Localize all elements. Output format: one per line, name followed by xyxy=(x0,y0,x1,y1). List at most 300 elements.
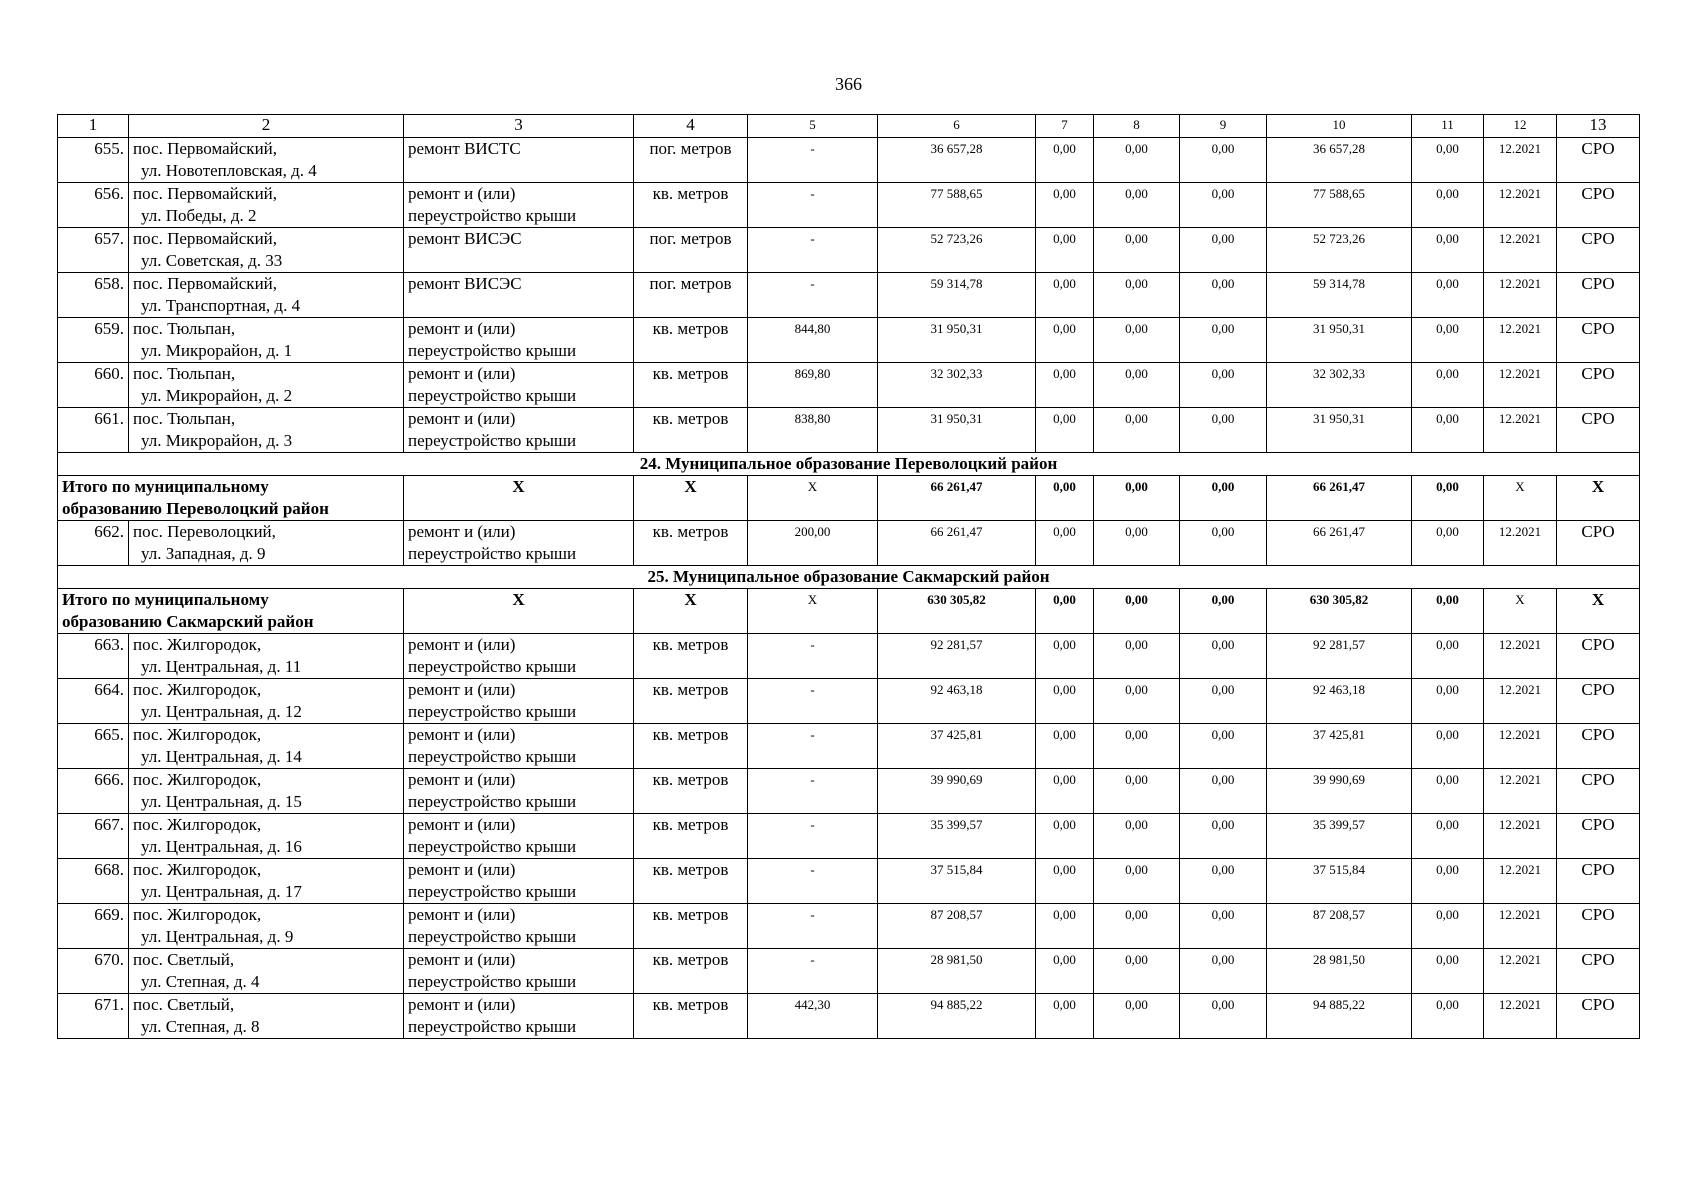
cell-line: пос. Жилгородок, xyxy=(133,860,262,879)
fund-cell: 0,00 xyxy=(1412,363,1484,408)
address-cell xyxy=(129,859,404,904)
cell-line: пос. Тюльпан, xyxy=(133,364,236,383)
work-type-cell xyxy=(404,769,634,814)
row-number: 670. xyxy=(58,949,129,994)
total-cell: X xyxy=(404,476,634,521)
column-header: 6 xyxy=(878,115,1036,138)
fund-cell: 0,00 xyxy=(1180,138,1267,183)
fund-cell: 0,00 xyxy=(1036,994,1094,1039)
area-cell: - xyxy=(748,904,878,949)
owners-funds-cell: 31 950,31 xyxy=(1267,408,1412,453)
cell-line: пос. Первомайский, xyxy=(133,274,278,293)
fund-cell: 0,00 xyxy=(1036,904,1094,949)
area-cell: 442,30 xyxy=(748,994,878,1039)
cell-line: ул. Степная, д. 4 xyxy=(141,972,260,991)
total-cell: 630 305,82 xyxy=(1267,589,1412,634)
cell-line: переустройство крыши xyxy=(408,882,577,901)
table-row xyxy=(58,634,1640,679)
cell-line: ул. Центральная, д. 15 xyxy=(141,792,302,811)
unit-cell: кв. метров xyxy=(634,814,748,859)
address-cell xyxy=(129,724,404,769)
cost-total-cell: 36 657,28 xyxy=(878,138,1036,183)
column-header: 4 xyxy=(634,115,748,138)
cell-line: переустройство крыши xyxy=(408,206,577,225)
cell-line: переустройство крыши xyxy=(408,792,577,811)
table-row xyxy=(58,949,1640,994)
fund-cell: 0,00 xyxy=(1036,363,1094,408)
address-cell xyxy=(129,949,404,994)
owners-funds-cell: 32 302,33 xyxy=(1267,363,1412,408)
fund-cell: 0,00 xyxy=(1412,814,1484,859)
work-type-cell xyxy=(404,408,634,453)
cell-line: образованию Сакмарский район xyxy=(62,612,314,631)
method-cell: СРО xyxy=(1557,769,1640,814)
fund-cell: 0,00 xyxy=(1094,138,1180,183)
address-cell xyxy=(129,183,404,228)
cell-line: пос. Жилгородок, xyxy=(133,770,262,789)
fund-cell: 0,00 xyxy=(1412,724,1484,769)
area-cell: - xyxy=(748,769,878,814)
column-header: 11 xyxy=(1412,115,1484,138)
area-cell: - xyxy=(748,949,878,994)
work-type-cell xyxy=(404,859,634,904)
cell-line: ул. Новотепловская, д. 4 xyxy=(141,161,317,180)
cell-line: пос. Тюльпан, xyxy=(133,319,236,338)
cell-line: пос. Жилгородок, xyxy=(133,725,262,744)
method-cell: СРО xyxy=(1557,183,1640,228)
table-row xyxy=(58,724,1640,769)
column-number-header-row xyxy=(58,115,1640,138)
table-row xyxy=(58,904,1640,949)
owners-funds-cell: 59 314,78 xyxy=(1267,273,1412,318)
row-number: 671. xyxy=(58,994,129,1039)
owners-funds-cell: 87 208,57 xyxy=(1267,904,1412,949)
cell-line: ремонт и (или) xyxy=(408,409,516,428)
fund-cell: 0,00 xyxy=(1412,949,1484,994)
method-cell: СРО xyxy=(1557,634,1640,679)
total-cell: 0,00 xyxy=(1180,476,1267,521)
deadline-cell: 12.2021 xyxy=(1484,521,1557,566)
fund-cell: 0,00 xyxy=(1180,904,1267,949)
fund-cell: 0,00 xyxy=(1094,724,1180,769)
cell-line: ул. Центральная, д. 16 xyxy=(141,837,302,856)
cell-line: ул. Микрорайон, д. 1 xyxy=(141,341,293,360)
cell-line: ремонт и (или) xyxy=(408,319,516,338)
column-header: 2 xyxy=(129,115,404,138)
fund-cell: 0,00 xyxy=(1412,904,1484,949)
total-cell: X xyxy=(1484,589,1557,634)
section-title: 24. Муниципальное образование Переволоцкий район xyxy=(58,453,1640,476)
cost-total-cell: 94 885,22 xyxy=(878,994,1036,1039)
cell-line: ул. Западная, д. 9 xyxy=(141,544,266,563)
cell-line: ремонт и (или) xyxy=(408,680,516,699)
deadline-cell: 12.2021 xyxy=(1484,904,1557,949)
fund-cell: 0,00 xyxy=(1094,408,1180,453)
cell-line: ул. Микрорайон, д. 2 xyxy=(141,386,293,405)
area-cell: 838,80 xyxy=(748,408,878,453)
work-type-cell xyxy=(404,904,634,949)
fund-cell: 0,00 xyxy=(1180,859,1267,904)
fund-cell: 0,00 xyxy=(1036,521,1094,566)
section-heading-row xyxy=(58,453,1640,476)
total-label xyxy=(58,589,404,634)
area-cell: - xyxy=(748,724,878,769)
cell-line: ремонт и (или) xyxy=(408,860,516,879)
fund-cell: 0,00 xyxy=(1180,521,1267,566)
fund-cell: 0,00 xyxy=(1180,228,1267,273)
fund-cell: 0,00 xyxy=(1180,949,1267,994)
total-cell: X xyxy=(404,589,634,634)
fund-cell: 0,00 xyxy=(1094,904,1180,949)
table-row xyxy=(58,228,1640,273)
cost-total-cell: 77 588,65 xyxy=(878,183,1036,228)
fund-cell: 0,00 xyxy=(1094,228,1180,273)
total-label xyxy=(58,476,404,521)
fund-cell: 0,00 xyxy=(1094,318,1180,363)
cell-line: ремонт и (или) xyxy=(408,725,516,744)
section-title: 25. Муниципальное образование Сакмарский район xyxy=(58,566,1640,589)
work-type-cell xyxy=(404,318,634,363)
work-type-cell xyxy=(404,138,634,183)
fund-cell: 0,00 xyxy=(1180,994,1267,1039)
total-cell: 0,00 xyxy=(1036,476,1094,521)
area-cell: 200,00 xyxy=(748,521,878,566)
cell-line: переустройство крыши xyxy=(408,657,577,676)
cell-line: переустройство крыши xyxy=(408,544,577,563)
address-cell xyxy=(129,769,404,814)
owners-funds-cell: 77 588,65 xyxy=(1267,183,1412,228)
row-number: 661. xyxy=(58,408,129,453)
table-row xyxy=(58,318,1640,363)
address-cell xyxy=(129,318,404,363)
method-cell: СРО xyxy=(1557,521,1640,566)
area-cell: - xyxy=(748,634,878,679)
table-row xyxy=(58,679,1640,724)
fund-cell: 0,00 xyxy=(1412,228,1484,273)
owners-funds-cell: 36 657,28 xyxy=(1267,138,1412,183)
owners-funds-cell: 35 399,57 xyxy=(1267,814,1412,859)
total-cell: 0,00 xyxy=(1036,589,1094,634)
cell-line: пос. Светлый, xyxy=(133,950,235,969)
row-number: 662. xyxy=(58,521,129,566)
table-row xyxy=(58,273,1640,318)
column-header: 8 xyxy=(1094,115,1180,138)
total-cell: X xyxy=(634,589,748,634)
cell-line: ремонт и (или) xyxy=(408,184,516,203)
deadline-cell: 12.2021 xyxy=(1484,408,1557,453)
cost-total-cell: 66 261,47 xyxy=(878,521,1036,566)
row-number: 657. xyxy=(58,228,129,273)
cell-line: ул. Микрорайон, д. 3 xyxy=(141,431,293,450)
fund-cell: 0,00 xyxy=(1094,679,1180,724)
table-row xyxy=(58,769,1640,814)
method-cell: СРО xyxy=(1557,949,1640,994)
cost-total-cell: 92 281,57 xyxy=(878,634,1036,679)
unit-cell: кв. метров xyxy=(634,679,748,724)
fund-cell: 0,00 xyxy=(1180,724,1267,769)
fund-cell: 0,00 xyxy=(1036,859,1094,904)
cell-line: ремонт ВИСЭС xyxy=(408,274,522,293)
row-number: 666. xyxy=(58,769,129,814)
address-cell xyxy=(129,679,404,724)
fund-cell: 0,00 xyxy=(1412,634,1484,679)
row-number: 658. xyxy=(58,273,129,318)
unit-cell: кв. метров xyxy=(634,634,748,679)
cell-line: пос. Светлый, xyxy=(133,995,235,1014)
method-cell: СРО xyxy=(1557,138,1640,183)
fund-cell: 0,00 xyxy=(1036,138,1094,183)
row-number: 660. xyxy=(58,363,129,408)
fund-cell: 0,00 xyxy=(1036,318,1094,363)
total-cell: 0,00 xyxy=(1412,476,1484,521)
fund-cell: 0,00 xyxy=(1180,363,1267,408)
work-type-cell xyxy=(404,949,634,994)
fund-cell: 0,00 xyxy=(1412,994,1484,1039)
owners-funds-cell: 28 981,50 xyxy=(1267,949,1412,994)
method-cell: СРО xyxy=(1557,408,1640,453)
cell-line: переустройство крыши xyxy=(408,837,577,856)
method-cell: СРО xyxy=(1557,679,1640,724)
work-type-cell xyxy=(404,814,634,859)
fund-cell: 0,00 xyxy=(1036,814,1094,859)
owners-funds-cell: 52 723,26 xyxy=(1267,228,1412,273)
address-cell xyxy=(129,994,404,1039)
cell-line: ул. Центральная, д. 17 xyxy=(141,882,302,901)
cost-total-cell: 31 950,31 xyxy=(878,318,1036,363)
column-header: 5 xyxy=(748,115,878,138)
unit-cell: пог. метров xyxy=(634,273,748,318)
address-cell xyxy=(129,363,404,408)
area-cell: 869,80 xyxy=(748,363,878,408)
fund-cell: 0,00 xyxy=(1180,634,1267,679)
row-number: 656. xyxy=(58,183,129,228)
deadline-cell: 12.2021 xyxy=(1484,814,1557,859)
total-row xyxy=(58,476,1640,521)
owners-funds-cell: 37 515,84 xyxy=(1267,859,1412,904)
cell-line: ремонт и (или) xyxy=(408,522,516,541)
deadline-cell: 12.2021 xyxy=(1484,363,1557,408)
cost-total-cell: 28 981,50 xyxy=(878,949,1036,994)
method-cell: СРО xyxy=(1557,363,1640,408)
method-cell: СРО xyxy=(1557,814,1640,859)
cost-total-cell: 37 515,84 xyxy=(878,859,1036,904)
deadline-cell: 12.2021 xyxy=(1484,679,1557,724)
row-number: 663. xyxy=(58,634,129,679)
fund-cell: 0,00 xyxy=(1180,814,1267,859)
fund-cell: 0,00 xyxy=(1094,769,1180,814)
table-row xyxy=(58,521,1640,566)
cell-line: пос. Жилгородок, xyxy=(133,905,262,924)
unit-cell: пог. метров xyxy=(634,228,748,273)
cell-line: ремонт и (или) xyxy=(408,770,516,789)
area-cell: - xyxy=(748,814,878,859)
fund-cell: 0,00 xyxy=(1094,949,1180,994)
cost-total-cell: 52 723,26 xyxy=(878,228,1036,273)
fund-cell: 0,00 xyxy=(1094,634,1180,679)
cell-line: ул. Центральная, д. 14 xyxy=(141,747,302,766)
fund-cell: 0,00 xyxy=(1094,814,1180,859)
owners-funds-cell: 66 261,47 xyxy=(1267,521,1412,566)
unit-cell: кв. метров xyxy=(634,949,748,994)
unit-cell: кв. метров xyxy=(634,183,748,228)
cell-line: переустройство крыши xyxy=(408,702,577,721)
total-cell: 0,00 xyxy=(1412,589,1484,634)
cost-total-cell: 31 950,31 xyxy=(878,408,1036,453)
cell-line: пос. Переволоцкий, xyxy=(133,522,276,541)
fund-cell: 0,00 xyxy=(1412,859,1484,904)
cell-line: переустройство крыши xyxy=(408,386,577,405)
method-cell: СРО xyxy=(1557,859,1640,904)
owners-funds-cell: 37 425,81 xyxy=(1267,724,1412,769)
fund-cell: 0,00 xyxy=(1094,994,1180,1039)
method-cell: СРО xyxy=(1557,228,1640,273)
fund-cell: 0,00 xyxy=(1180,183,1267,228)
address-cell xyxy=(129,521,404,566)
work-type-cell xyxy=(404,273,634,318)
deadline-cell: 12.2021 xyxy=(1484,273,1557,318)
total-cell: 0,00 xyxy=(1094,476,1180,521)
area-cell: - xyxy=(748,679,878,724)
fund-cell: 0,00 xyxy=(1180,679,1267,724)
address-cell xyxy=(129,273,404,318)
cell-line: Итого по муниципальному xyxy=(62,590,269,609)
cell-line: переустройство крыши xyxy=(408,747,577,766)
address-cell xyxy=(129,634,404,679)
fund-cell: 0,00 xyxy=(1036,183,1094,228)
fund-cell: 0,00 xyxy=(1036,273,1094,318)
column-header: 12 xyxy=(1484,115,1557,138)
fund-cell: 0,00 xyxy=(1412,318,1484,363)
fund-cell: 0,00 xyxy=(1036,408,1094,453)
program-table xyxy=(57,114,1640,1039)
owners-funds-cell: 39 990,69 xyxy=(1267,769,1412,814)
address-cell xyxy=(129,138,404,183)
cell-line: пос. Жилгородок, xyxy=(133,680,262,699)
address-cell xyxy=(129,904,404,949)
work-type-cell xyxy=(404,183,634,228)
unit-cell: кв. метров xyxy=(634,318,748,363)
fund-cell: 0,00 xyxy=(1094,183,1180,228)
cell-line: ремонт и (или) xyxy=(408,815,516,834)
table-row xyxy=(58,814,1640,859)
cost-total-cell: 39 990,69 xyxy=(878,769,1036,814)
unit-cell: кв. метров xyxy=(634,363,748,408)
row-number: 668. xyxy=(58,859,129,904)
fund-cell: 0,00 xyxy=(1036,634,1094,679)
address-cell xyxy=(129,408,404,453)
unit-cell: кв. метров xyxy=(634,769,748,814)
cell-line: ул. Центральная, д. 12 xyxy=(141,702,302,721)
area-cell: 844,80 xyxy=(748,318,878,363)
fund-cell: 0,00 xyxy=(1412,521,1484,566)
cell-line: пос. Жилгородок, xyxy=(133,635,262,654)
cell-line: ремонт и (или) xyxy=(408,635,516,654)
row-number: 664. xyxy=(58,679,129,724)
deadline-cell: 12.2021 xyxy=(1484,228,1557,273)
deadline-cell: 12.2021 xyxy=(1484,634,1557,679)
cell-line: ул. Советская, д. 33 xyxy=(141,251,283,270)
row-number: 665. xyxy=(58,724,129,769)
deadline-cell: 12.2021 xyxy=(1484,318,1557,363)
work-type-cell xyxy=(404,679,634,724)
owners-funds-cell: 94 885,22 xyxy=(1267,994,1412,1039)
cost-total-cell: 35 399,57 xyxy=(878,814,1036,859)
fund-cell: 0,00 xyxy=(1094,363,1180,408)
fund-cell: 0,00 xyxy=(1180,273,1267,318)
cell-line: ремонт и (или) xyxy=(408,950,516,969)
cell-line: ул. Центральная, д. 11 xyxy=(141,657,302,676)
unit-cell: кв. метров xyxy=(634,904,748,949)
area-cell: - xyxy=(748,138,878,183)
total-cell: 630 305,82 xyxy=(878,589,1036,634)
unit-cell: кв. метров xyxy=(634,859,748,904)
total-cell: X xyxy=(748,589,878,634)
method-cell: СРО xyxy=(1557,273,1640,318)
column-header: 9 xyxy=(1180,115,1267,138)
fund-cell: 0,00 xyxy=(1094,273,1180,318)
method-cell: СРО xyxy=(1557,904,1640,949)
cell-line: ул. Победы, д. 2 xyxy=(141,206,257,225)
area-cell: - xyxy=(748,228,878,273)
cell-line: переустройство крыши xyxy=(408,927,577,946)
work-type-cell xyxy=(404,634,634,679)
unit-cell: пог. метров xyxy=(634,138,748,183)
cell-line: ул. Центральная, д. 9 xyxy=(141,927,294,946)
area-cell: - xyxy=(748,183,878,228)
cell-line: пос. Первомайский, xyxy=(133,229,278,248)
table-row xyxy=(58,994,1640,1039)
total-cell: 66 261,47 xyxy=(1267,476,1412,521)
column-header: 3 xyxy=(404,115,634,138)
owners-funds-cell: 92 463,18 xyxy=(1267,679,1412,724)
total-cell: 0,00 xyxy=(1180,589,1267,634)
total-cell: X xyxy=(1557,589,1640,634)
cell-line: ремонт и (или) xyxy=(408,905,516,924)
fund-cell: 0,00 xyxy=(1412,408,1484,453)
fund-cell: 0,00 xyxy=(1412,769,1484,814)
cost-total-cell: 92 463,18 xyxy=(878,679,1036,724)
owners-funds-cell: 31 950,31 xyxy=(1267,318,1412,363)
cell-line: переустройство крыши xyxy=(408,341,577,360)
row-number: 667. xyxy=(58,814,129,859)
total-cell: X xyxy=(748,476,878,521)
deadline-cell: 12.2021 xyxy=(1484,138,1557,183)
cell-line: ул. Транспортная, д. 4 xyxy=(141,296,301,315)
section-heading-row xyxy=(58,566,1640,589)
address-cell xyxy=(129,228,404,273)
total-cell: 0,00 xyxy=(1094,589,1180,634)
deadline-cell: 12.2021 xyxy=(1484,724,1557,769)
column-header: 10 xyxy=(1267,115,1412,138)
row-number: 659. xyxy=(58,318,129,363)
work-type-cell xyxy=(404,363,634,408)
row-number: 669. xyxy=(58,904,129,949)
cell-line: пос. Тюльпан, xyxy=(133,409,236,428)
fund-cell: 0,00 xyxy=(1180,408,1267,453)
table-row xyxy=(58,363,1640,408)
fund-cell: 0,00 xyxy=(1412,273,1484,318)
fund-cell: 0,00 xyxy=(1094,859,1180,904)
total-cell: X xyxy=(1484,476,1557,521)
unit-cell: кв. метров xyxy=(634,408,748,453)
cell-line: переустройство крыши xyxy=(408,431,577,450)
deadline-cell: 12.2021 xyxy=(1484,994,1557,1039)
deadline-cell: 12.2021 xyxy=(1484,769,1557,814)
work-type-cell xyxy=(404,228,634,273)
fund-cell: 0,00 xyxy=(1036,228,1094,273)
page-number: 366 xyxy=(835,74,862,94)
table-row xyxy=(58,859,1640,904)
